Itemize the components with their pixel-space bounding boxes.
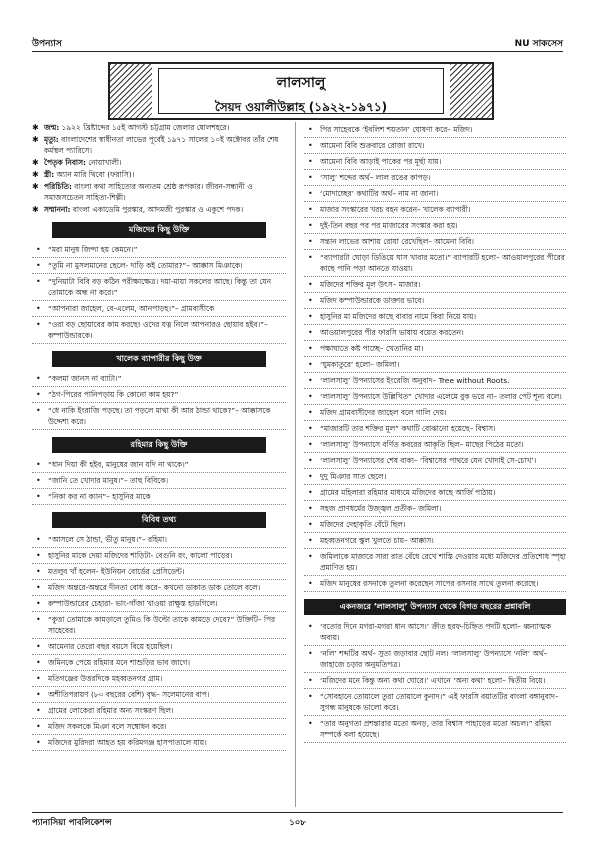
bullet-icon: •: [36, 658, 41, 667]
item-text: পির সাহেবকে ‘ইবলিশ শয়তান’ ঘোষণা করে– মজিদ।: [320, 125, 473, 134]
item-text: ‘সালু’ শব্দের অর্থ– লাল রঙের কাপড়।: [320, 173, 431, 182]
item-text: হাসুনির মাকে দেয়া মজিদের শাড়িটা- বেগুনি রং, কালো পাড়ের।: [48, 551, 233, 560]
bullet-icon: •: [308, 173, 313, 182]
banner-stripe-right: [450, 64, 492, 118]
item-text: ‘ঘুমকাতুরে’ হলো– জমিলা।: [320, 360, 400, 369]
item-text: আওয়ালপুরের পীর ফারসি ভাষায় বয়েত করতেন।: [320, 328, 464, 337]
item-text: আমেনার তেরো বছর বয়সে বিয়ে হয়েছিল।: [48, 642, 173, 651]
star-icon: ✱: [32, 135, 39, 144]
item-text: ‘লালসালু’ উপন্যাসের শেষ বাক্য– ‘বিশ্বাসের পাথরে যেন খোদাই সে-চোখ’।: [320, 456, 537, 465]
banner-stripe-left: [110, 64, 152, 118]
list-item: [304, 277, 566, 293]
item-text: ‘বতোর দিনে মগরা-মগরা ধান আসে।’ ক্রীত হরফ-চিহ্নিত পদটি হলো– ধ্বন্যাত্মক অব্যয়।: [320, 622, 551, 642]
item-text: গ্রামের মহিলারা রহিমার মাধ্যমে মজিদের কাছে আর্জি পাঠায়।: [320, 488, 496, 497]
list-item: [32, 612, 286, 639]
list-item: [304, 619, 566, 646]
list-item: [304, 170, 566, 186]
list-item: [32, 387, 286, 403]
right-section-list: [304, 619, 566, 743]
bullet-icon: •: [308, 205, 313, 214]
list-item: [304, 437, 566, 453]
bullet-icon: •: [308, 552, 313, 561]
author-info-label: পৈতৃক নিবাস:: [44, 158, 86, 167]
author-info-text: ১৯২২ খ্রিষ্টাব্দের ১৫ই আগস্ট চট্টগ্রাম জেলার ষোলশহরে।: [61, 123, 230, 132]
list-item: [304, 389, 566, 405]
section-title: মজিদের কিছু উক্তি: [52, 222, 266, 238]
section-list: [32, 242, 286, 344]
bullet-icon: •: [308, 456, 313, 465]
bullet-icon: •: [308, 141, 313, 150]
right-section-title: একনজরে ‘লালসালু’ উপন্যাস থেকে বিগত বছরের প্রশ্নাবলি: [304, 599, 566, 615]
item-text: ‘নলি’ শব্দটির অর্থ– সুতা জড়াবার ছোট নল। ‘লালসালু’ উপন্যাসে ‘নলি’ অর্থ– জাহাজে চড়ার অনুমতিপত্র।: [320, 649, 548, 669]
list-item: [32, 548, 286, 564]
author-info-row: [32, 181, 286, 203]
bullet-icon: •: [308, 692, 313, 701]
list-item: [304, 646, 566, 673]
item-text: অশীতিপরায়ণ (৮০ বছরের বেশি) বৃদ্ধ– সলেমানের বাপ।: [48, 690, 210, 699]
bullet-icon: •: [36, 261, 41, 270]
bullet-icon: •: [36, 390, 41, 399]
bullet-icon: •: [36, 304, 41, 313]
author-info-label: পরিচিতি:: [44, 182, 72, 191]
bullet-icon: •: [36, 492, 41, 501]
item-text: ‘মোদাচ্ছের’ কথাটির অর্থ– নাম না জানা।: [320, 189, 439, 198]
list-item: [32, 457, 286, 473]
item-text: “ওরা বড় ছোয়াবের কাম করছে! ওদের যত্ন নিলে আপনারও ছোয়াব হইব।”– কম্পাউন্ডারকে।: [48, 320, 268, 340]
item-text: “ধান দিয়া কী হইব, মানুষের জান যদি না থাকে।”: [48, 460, 189, 469]
column-divider: [295, 122, 296, 807]
star-icon: ✱: [32, 205, 39, 214]
list-item: [304, 357, 566, 373]
item-text: “আসলে সে ঠান্ডা, ভীতু মানুষ।”– রহিমা।: [48, 535, 167, 544]
left-sections: [32, 222, 286, 751]
author-info-text: অ্যান মারি থিবো (ফরাসি)।: [56, 170, 135, 179]
section-list: [32, 371, 286, 430]
bullet-icon: •: [308, 488, 313, 497]
right-fact-list: [304, 122, 566, 592]
list-item: [304, 533, 566, 549]
item-text: মজিদ সকলকে মিঞা বলে সম্বোধন করে।: [48, 722, 167, 731]
author-info-row: [32, 204, 286, 215]
bullet-icon: •: [308, 344, 313, 353]
bullet-icon: •: [308, 392, 313, 401]
bullet-icon: •: [308, 649, 313, 658]
list-item: [32, 655, 286, 671]
footer-rule: [32, 812, 563, 813]
bullet-icon: •: [308, 328, 313, 337]
list-item: [32, 258, 286, 274]
header-left: উপন্যাস: [32, 39, 62, 49]
list-item: [304, 202, 566, 218]
item-text: “জানি তে খোদার মানুষ।”– তাহু বিবিকে।: [48, 476, 169, 485]
author-info-label: মৃত্যু:: [44, 135, 59, 144]
bullet-icon: •: [36, 535, 41, 544]
list-item: [304, 453, 566, 469]
list-item: [304, 421, 566, 437]
item-text: “কুত্তা তোমাকে কামড়ালে তুমিও কি উল্টো তাকে কামড়ে দেবে?” উক্তিটি– পির সাহেবের।: [48, 615, 276, 635]
bullet-icon: •: [308, 253, 313, 262]
author-info-text: বাংলা কথা সাহিত্যের অন্যতম শ্রেষ্ঠ রূপকার। জীবন-সন্ধানী ও সমাজসচেতন সাহিত্য-শিল্পী।: [44, 182, 253, 202]
list-item: [32, 703, 286, 719]
bullet-icon: •: [36, 690, 41, 699]
list-item: [304, 138, 566, 154]
bullet-icon: •: [308, 520, 313, 529]
item-text: মতলুব খাঁ হলেন- ইউনিয়ন বোর্ডের প্রেসিডেন্ট।: [48, 567, 185, 576]
item-text: মহব্বতনগরে স্কুল খুলতে চায়– আক্কাস।: [320, 536, 434, 545]
bullet-icon: •: [308, 504, 313, 513]
list-item: [304, 576, 566, 592]
list-item: [304, 485, 566, 501]
item-text: “তুমি না মুসলমানের ছেলে- দাড়ি কই তোমার?”– আক্কাস মিঞাকে।: [48, 261, 243, 270]
item-text: দুদু মিঞার সাত ছেলে।: [320, 472, 387, 481]
item-text: কম্পাউন্ডারের চেহারা- ভাং-গাঁজা খাওয়া রাক্ষুস্ত হাডগিলে।: [48, 599, 218, 608]
section-list: [32, 457, 286, 505]
star-icon: ✱: [32, 170, 39, 179]
list-item: [304, 405, 566, 421]
bullet-icon: •: [36, 583, 41, 592]
list-item: [32, 719, 286, 735]
bullet-icon: •: [308, 189, 313, 198]
list-item: [304, 673, 566, 689]
bullet-icon: •: [36, 567, 41, 576]
bullet-icon: •: [36, 615, 41, 624]
bullet-icon: •: [36, 706, 41, 715]
item-text: পক্ষাঘাতে কষ্ট পাচ্ছে– খেতানির মা।: [320, 344, 424, 353]
item-text: “মরা মানুষ জিন্দা হয় কেমনে।”: [48, 245, 138, 254]
bullet-icon: •: [308, 237, 313, 246]
author-info-row: [32, 134, 286, 156]
author-info-text: বাংলা একাডেমি পুরস্কার, আদমজী পুরস্কার ও একুশে পদক।: [72, 205, 244, 214]
list-item: [32, 371, 286, 387]
section-list: [32, 532, 286, 751]
item-text: মজিদ কম্পাউন্ডারকে ডাক্তার ভাবে।: [320, 296, 424, 305]
item-text: “ধে নাকি ইংরাজি পড়ছে। তা পড়লে মাথা কী আর ঠান্ডা থাকে?”– আক্কাসকে উদ্দেশ্য করে।: [48, 406, 271, 426]
bullet-icon: •: [308, 622, 313, 631]
bullet-icon: •: [308, 424, 313, 433]
bullet-icon: •: [36, 406, 41, 415]
item-text: জমিলাকে মাজারে সারা রাত বেঁধে রেখে শাস্তি দেওয়ার মধ্যে মজিদের প্রতিশোধ স্পৃহা প্রমাণিত হয়।: [320, 552, 566, 572]
banner-inner: [158, 68, 444, 114]
page-footer: [32, 816, 563, 830]
author-info-row: [32, 157, 286, 168]
list-item: [304, 716, 566, 743]
bullet-icon: •: [308, 719, 313, 728]
bullet-icon: •: [308, 376, 313, 385]
bullet-icon: •: [308, 312, 313, 321]
list-item: [304, 689, 566, 716]
item-text: “তার অনুগতা প্রশন্তারার মতো অনড়, তার বিশ্বাস পাহাড়ের মতো অচল।” রহিমা সম্পর্কে বলা হয়েছে।: [320, 719, 552, 739]
bullet-icon: •: [36, 551, 41, 560]
item-text: ‘লালসালু’ উপন্যাসে উল্লিখিত” খোদার এলেমে বুক ভরে না– তলার পেট শূন্য বলে।: [320, 392, 562, 401]
list-item: [32, 301, 286, 317]
list-item: [32, 532, 286, 548]
item-text: “কলমা জানস না ব্যাটা।”: [48, 374, 122, 383]
list-item: [304, 341, 566, 357]
item-text: সহজ প্রাণধর্মের উজ্জ্বল প্রতীক– জমিলা।: [320, 504, 442, 513]
list-item: [32, 639, 286, 655]
item-text: ‘মজিদের মনে কিন্তু অন্য কথা ঘোরে।’ এখানে ‘অন্য কথা’ হলো– দ্বিতীয় বিয়ে।: [320, 676, 546, 685]
bullet-icon: •: [308, 579, 313, 588]
item-text: মজিদের মুরিদরা আহত হয় করিমগঞ্জ হাসপাতালে যায়।: [48, 738, 207, 747]
list-item: [304, 154, 566, 170]
author-info-row: [32, 169, 286, 180]
item-text: মজিদ অন্তরে-অন্তরে দীনতা বোধ করে– কখনো ডাকাত ডাক তোলে বলে।: [48, 583, 261, 592]
bullet-icon: •: [308, 536, 313, 545]
list-item: [32, 735, 286, 751]
item-text: ‘লালসালু’ উপন্যাসে বর্ণিত কবরের আকৃতি ছিল– মাছের পিঠের মতো।: [320, 440, 524, 449]
left-column: [32, 122, 286, 751]
item-text: গ্রামের লোকেরা রহিমার অন্য সংস্করণ ছিল।: [48, 706, 174, 715]
page-title: লালসালু: [276, 75, 326, 91]
list-item: [32, 687, 286, 703]
title-banner: [108, 62, 494, 120]
item-text: “নিকা কর না ক্যান”– হাসুনির মাকে: [48, 492, 151, 501]
bullet-icon: •: [36, 374, 41, 383]
bullet-icon: •: [36, 738, 41, 747]
list-item: [32, 596, 286, 612]
bullet-icon: •: [36, 460, 41, 469]
list-item: [32, 242, 286, 258]
item-text: মজিদের শক্তির মূল উৎস– মাজার।: [320, 280, 421, 289]
header-right: NU সাকসেস: [514, 39, 563, 49]
section-title: খালেক ব্যাপারীর কিছু উক্ত: [52, 351, 266, 367]
header-rule: [32, 51, 563, 52]
list-item: [304, 309, 566, 325]
author-info-text: নোয়াখালী।: [88, 158, 122, 167]
author-info-label: জন্ম:: [44, 123, 60, 132]
item-text: “ঠগ-পিরের পানিপড়ায় কি কোনো কাম হয়?”: [48, 390, 179, 399]
bullet-icon: •: [308, 440, 313, 449]
bullet-icon: •: [36, 599, 41, 608]
item-text: দুই-তিন বছর পর পর মাজারের সংস্কার করা হয়।: [320, 221, 458, 230]
list-item: [304, 186, 566, 202]
bullet-icon: •: [308, 676, 313, 685]
section-title: বিবিধ তথ্য: [52, 512, 266, 528]
item-text: মাজার সংস্কারের খরচ বহন করেন– খালেক ব্যাপারী।: [320, 205, 471, 214]
bullet-icon: •: [308, 157, 313, 166]
bullet-icon: •: [36, 277, 41, 286]
bullet-icon: •: [36, 642, 41, 651]
author-info-text: বাংলাদেশের স্বাধীনতা লাভের পূর্বেই ১৯৭১ সালের ১০ই অক্টোবর তাঁর শেষ কর্মস্থল প্যারিসে।: [44, 135, 279, 155]
star-icon: ✱: [32, 158, 39, 167]
bullet-icon: •: [308, 280, 313, 289]
star-icon: ✱: [32, 182, 39, 191]
author-info-row: [32, 122, 286, 133]
item-text: আমেনা বিবি শুক্রবারে রোজা রাখে।: [320, 141, 425, 150]
list-item: [304, 122, 566, 138]
item-text: মজিদের দেহাকৃতি বেঁটে ছিল।: [320, 520, 406, 529]
item-text: সন্তান লাভের আশায় রোযা রেখেছিল– আমেনা বিবি।: [320, 237, 474, 246]
section-title: রহিমার কিছু উক্তি: [52, 437, 266, 453]
item-text: আমেনা বিবি আড়াই পাকের পর মূর্ছা যায়।: [320, 157, 442, 166]
star-icon: ✱: [32, 123, 39, 132]
item-text: “দুনিয়াটা বিবি বড় কঠিন পরীক্ষাক্ষেত্র। দয়া-মায়া সকলের আছে। কিন্তু তা যেন তোমাকে অন্ধ না করে।”: [48, 277, 272, 297]
bullet-icon: •: [308, 472, 313, 481]
item-text: “মাজারটি তার শক্তির মূল” কথাটি বোঝানো হয়েছে– বিশ্বাস।: [320, 424, 496, 433]
author-info-label: সম্মাননা:: [44, 205, 71, 214]
list-item: [304, 501, 566, 517]
list-item: [304, 234, 566, 250]
list-item: [304, 549, 566, 576]
item-text: জমিনকে পেয়ে রহিমার মনে শাশুড়ির ভাব জাগে।: [48, 658, 190, 667]
list-item: [32, 317, 286, 344]
list-item: [304, 218, 566, 234]
list-item: [304, 373, 566, 389]
bullet-icon: •: [36, 722, 41, 731]
item-text: মজিদ গ্রামবাসীদের জাহেল বলে গালি দেয়।: [320, 408, 447, 417]
right-column: [304, 122, 566, 743]
item-text: মতিগঞ্জের উত্তরদিকে মহব্বতনগর গ্রাম।: [48, 674, 163, 683]
publisher-name: প্যানাসিয়া পাবলিকেশন্স: [32, 818, 112, 828]
item-text: হাসুনির মা মজিদের কাছে বাবার নামে কিরা নিয়ে যায়।: [320, 312, 476, 321]
page-number: ১০৮: [289, 818, 306, 828]
list-item: [304, 517, 566, 533]
list-item: [32, 403, 286, 430]
list-item: [304, 325, 566, 341]
author-info-label: স্ত্রী:: [44, 170, 55, 179]
bullet-icon: •: [308, 125, 313, 134]
list-item: [32, 489, 286, 505]
list-item: [32, 671, 286, 687]
bullet-icon: •: [36, 245, 41, 254]
bullet-icon: •: [308, 296, 313, 305]
list-item: [304, 293, 566, 309]
list-item: [304, 469, 566, 485]
item-text: মজিদ মানুষের রসনাকে তুলনা করেছেন সাপের রসনার সাথে তুলনা করেছে।: [320, 579, 539, 588]
item-text: “আপনারা জাহেল, বে-এলেম, আনপাড়হ।”– গ্রামবাসীকে: [48, 304, 215, 313]
list-item: [304, 250, 566, 277]
bullet-icon: •: [36, 674, 41, 683]
bullet-icon: •: [36, 476, 41, 485]
page-header: [32, 36, 563, 50]
item-text: “ব্যাপারটা ঘোড়া ডিঙিয়ে ঘাস খাবার মতো।” ব্যাপারটি হলো– আওয়ালপুরের পীরের কাছে পানি পড়া আনতে যাওয়া।: [320, 253, 565, 273]
list-item: [32, 564, 286, 580]
item-text: ‘লালসালু’ উপন্যাসের ইংরেজি অনুবাদ– Tree without Roots.: [320, 376, 510, 385]
list-item: [32, 274, 286, 301]
bullet-icon: •: [308, 221, 313, 230]
author-info: [32, 122, 286, 215]
list-item: [32, 580, 286, 596]
list-item: [32, 473, 286, 489]
page-subtitle: সৈয়দ ওয়ালীউল্লাহ (১৯২২-১৯৭১): [214, 100, 388, 114]
bullet-icon: •: [308, 360, 313, 369]
bullet-icon: •: [36, 320, 41, 329]
item-text: “সোবহানে তোয়ালে তুরা তোয়ালে কুনাদ।” এই ফারসি বয়াতটির বাংলা বঙ্গানুবাদ– সুগন্ধ মানুষকে ভালো করে।: [320, 692, 559, 712]
bullet-icon: •: [308, 408, 313, 417]
